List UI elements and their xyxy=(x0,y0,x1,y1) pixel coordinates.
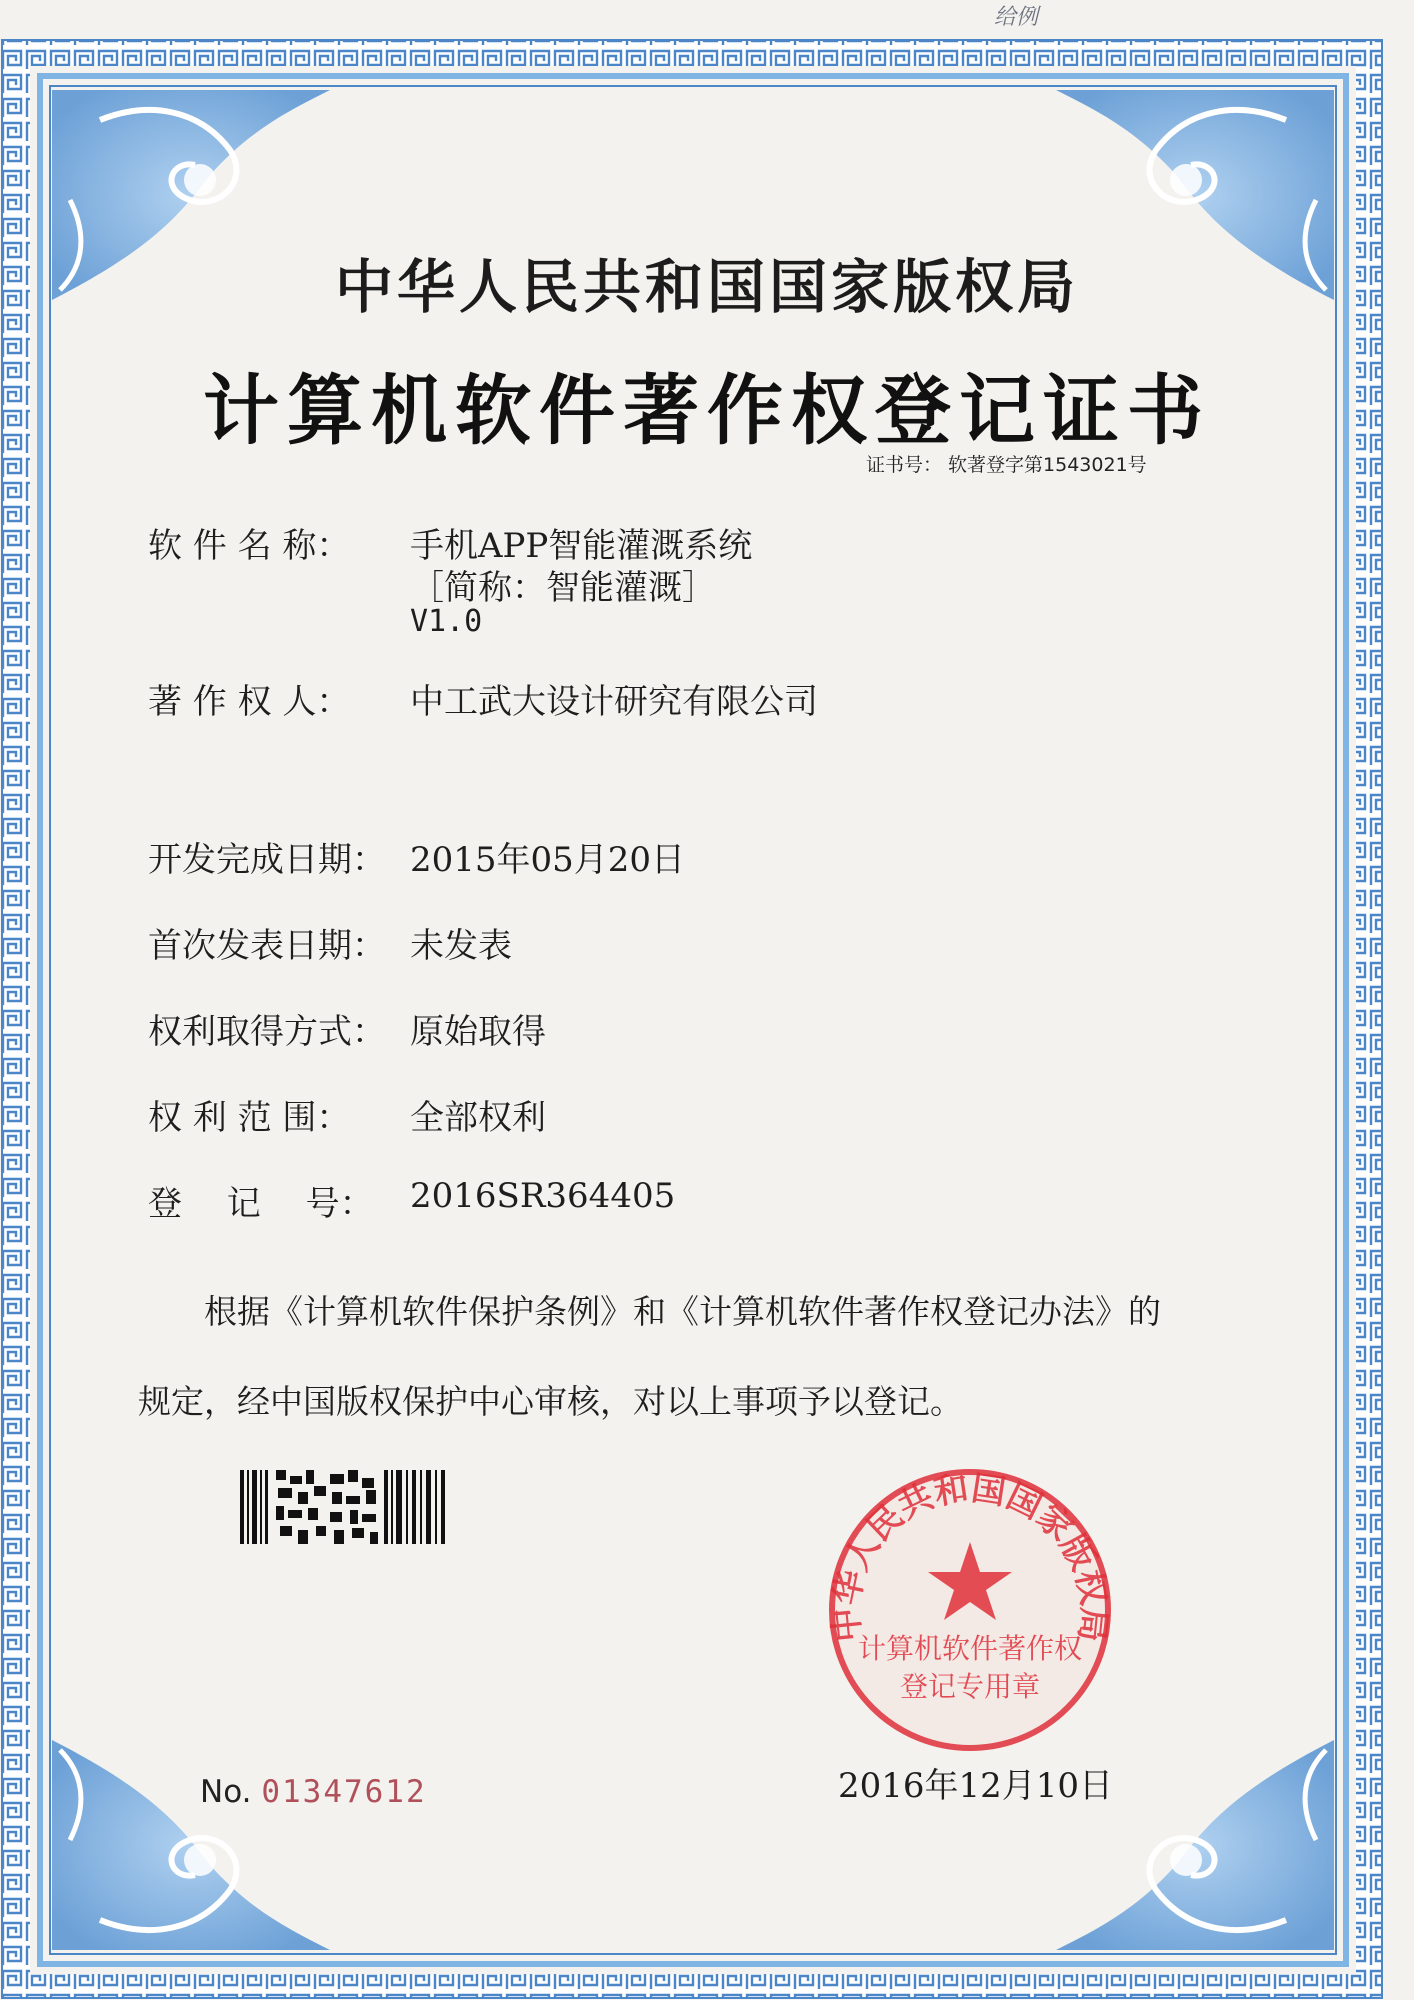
owner-row xyxy=(148,674,818,723)
short-name-value: ［简称：智能灌溉］ xyxy=(410,568,716,608)
publish-date-row xyxy=(148,918,512,967)
version-value: V1.0 xyxy=(410,604,483,639)
seal-line-1: 计算机软件著作权 xyxy=(857,1632,1083,1665)
seal-line-2: 登记专用章 xyxy=(899,1670,1041,1703)
software-name-label: 软 件 名 称： xyxy=(148,526,351,566)
scope-value: 全部权利 xyxy=(410,1098,546,1138)
registration-label: 登 记 号： xyxy=(148,1184,374,1224)
issue-date: 2016年12月10日 xyxy=(838,1766,1114,1806)
serial-value: 01347612 xyxy=(261,1774,427,1810)
serial-number xyxy=(200,1774,427,1810)
certificate-number: 证书号： 软著登字第1543021号 xyxy=(866,454,1147,476)
scope-row xyxy=(148,1090,546,1139)
software-name-value: 手机APP智能灌溉系统 xyxy=(410,526,753,566)
statement-line-2: 规定，经中国版权保护中心审核，对以上事项予以登记。 xyxy=(138,1382,963,1421)
issuing-agency: 中华人民共和国国家版权局 xyxy=(334,253,1079,321)
publish-date-value: 未发表 xyxy=(410,926,512,966)
publish-date-label: 首次发表日期： xyxy=(148,926,386,966)
completion-date-row xyxy=(148,832,686,881)
scope-label: 权 利 范 围： xyxy=(148,1098,351,1138)
certificate-title: 计算机软件著作权登记证书 xyxy=(203,366,1211,455)
completion-date-label: 开发完成日期： xyxy=(148,840,386,880)
statement-line-1: 根据《计算机软件保护条例》和《计算机软件著作权登记办法》的 xyxy=(204,1292,1161,1331)
owner-value: 中工武大设计研究有限公司 xyxy=(410,682,818,722)
software-name-row xyxy=(148,518,753,567)
acquisition-label: 权利取得方式： xyxy=(148,1012,386,1052)
official-seal xyxy=(820,1460,1120,1760)
margin-note: 给例 xyxy=(994,5,1039,30)
registration-value: 2016SR364405 xyxy=(410,1176,676,1216)
completion-date-value: 2015年05月20日 xyxy=(410,840,686,880)
owner-label: 著 作 权 人： xyxy=(148,682,351,722)
seal-ring-text: 中华人民共和国国家版权局 xyxy=(826,1468,1114,1644)
serial-prefix: No. xyxy=(200,1774,252,1810)
barcode xyxy=(240,1470,448,1544)
registration-row xyxy=(148,1176,676,1225)
acquisition-value: 原始取得 xyxy=(410,1012,546,1052)
acquisition-row xyxy=(148,1004,546,1053)
